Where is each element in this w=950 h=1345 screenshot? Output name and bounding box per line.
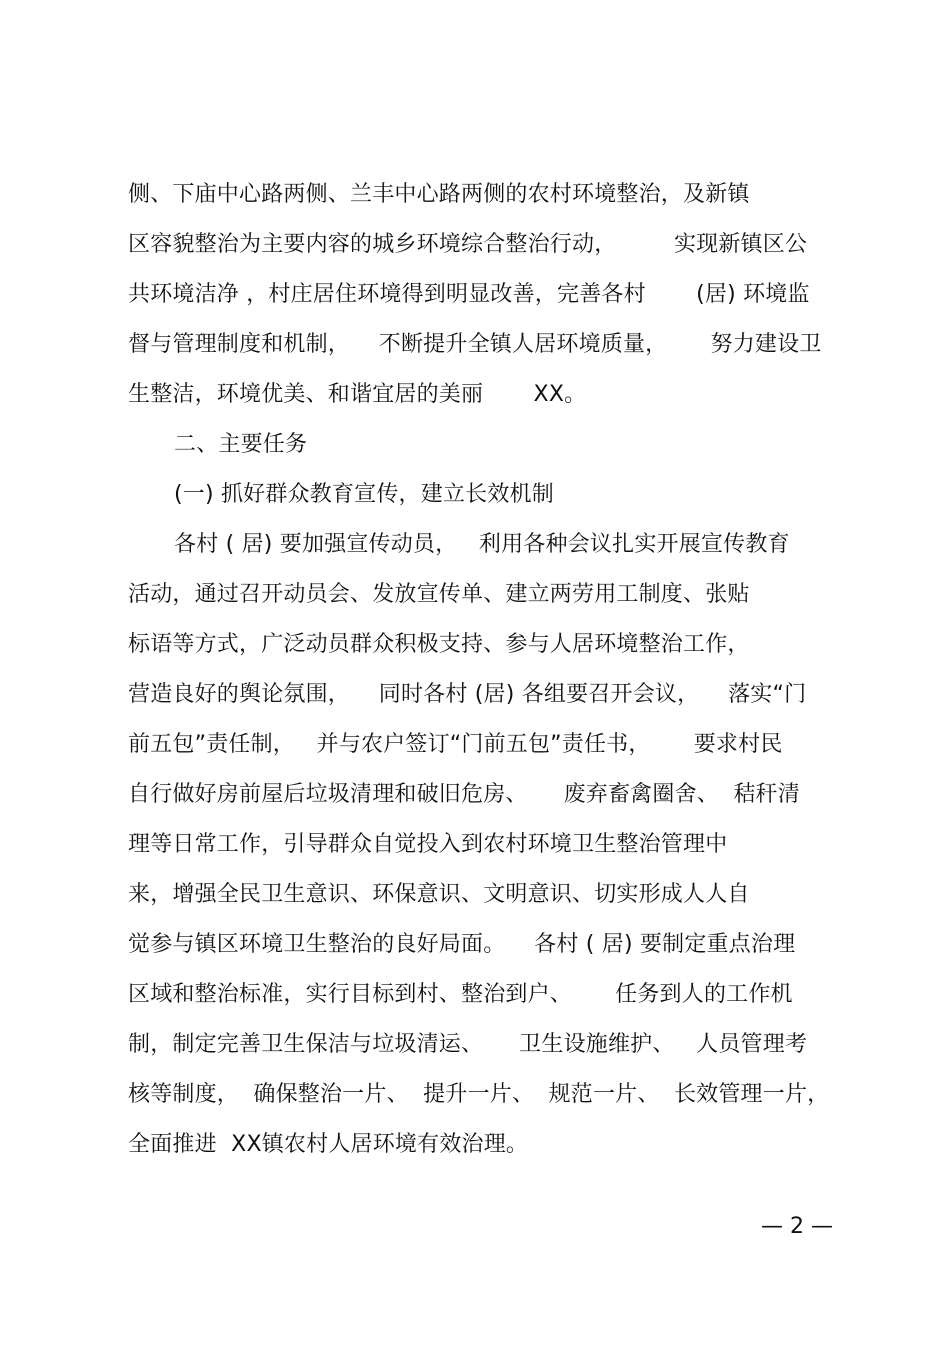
text-line-10: 标语等方式，广泛动员群众积极支持、参与人居环境整治工作， xyxy=(128,632,750,657)
text-line-4: 督与管理制度和机制， 不断提升全镇人居环境质量， 努力建设卫 xyxy=(128,332,822,357)
text-line-20: 全面推进 XX镇农村人居环境有效治理。 xyxy=(128,1132,529,1157)
page-number: — 2 — xyxy=(761,1214,833,1239)
text-line-9: 活动，通过召开动员会、发放宣传单、建立两劳用工制度、张贴 xyxy=(128,582,750,607)
text-line-15: 来，增强全民卫生意识、环保意识、文明意识、切实形成人人自 xyxy=(128,882,750,907)
text-line-5: 生整洁，环境优美、和谐宜居的美丽 XX。 xyxy=(128,382,587,407)
text-line-12: 前五包”责任制， 并与农户签订“门前五包”责任书， 要求村民 xyxy=(128,732,783,757)
text-line-2: 区容貌整治为主要内容的城乡环境综合整治行动， 实现新镇区公 xyxy=(128,232,808,257)
subsection-heading: (一) 抓好群众教育宣传，建立长效机制 xyxy=(174,482,554,507)
text-line-17: 区域和整治标准，实行目标到村、整治到户、 任务到人的工作机 xyxy=(128,982,793,1007)
text-line-19: 核等制度， 确保整治一片、 提升一片、 规范一片、 长效管理一片， xyxy=(128,1082,830,1107)
text-line-1: 侧、下庙中心路两侧、兰丰中心路两侧的农村环境整治，及新镇 xyxy=(128,182,750,207)
text-line-18: 制，制定完善卫生保洁与垃圾清运、 卫生设施维护、 人员管理考 xyxy=(128,1032,808,1057)
text-line-3: 共环境洁净 ，村庄居住环境得到明显改善，完善各村 (居) 环境监 xyxy=(128,282,810,307)
text-line-8: 各村 ( 居) 要加强宣传动员， 利用各种会议扎实开展宣传教育 xyxy=(174,532,790,557)
text-line-13: 自行做好房前屋后垃圾清理和破旧危房、 废弃畜禽圈舍、 秸秆清 xyxy=(128,782,800,807)
text-line-14: 理等日常工作，引导群众自觉投入到农村环境卫生整治管理中 xyxy=(128,832,728,857)
section-heading: 二、主要任务 xyxy=(174,432,308,457)
text-line-16: 觉参与镇区环境卫生整治的良好局面。 各村 ( 居) 要制定重点治理 xyxy=(128,932,796,957)
text-line-11: 营造良好的舆论氛围， 同时各村 (居) 各组要召开会议， 落实“门 xyxy=(128,682,807,707)
